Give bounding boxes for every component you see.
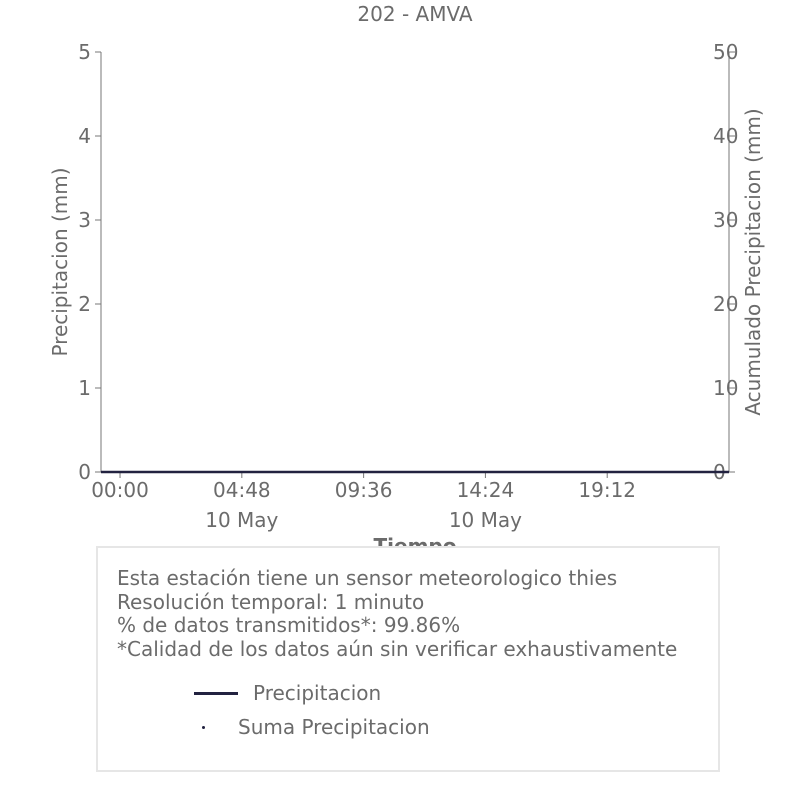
legend-label-suma: Suma Precipitacion bbox=[238, 715, 430, 739]
y-tick-label: 2 bbox=[78, 292, 91, 316]
y-tick-label: 5 bbox=[78, 40, 91, 64]
x-tick-label: 09:36 bbox=[334, 478, 393, 502]
station-info-box bbox=[96, 546, 720, 772]
y2-tick-label: 20 bbox=[713, 292, 739, 316]
x-tick-date-label: 10 May bbox=[205, 508, 279, 532]
legend-item-precipitacion bbox=[194, 681, 381, 705]
legend-line-marker bbox=[194, 692, 238, 695]
legend-label-precipitacion: Precipitacion bbox=[253, 681, 382, 705]
x-tick-label: 19:12 bbox=[578, 478, 637, 502]
y-tick-label: 0 bbox=[78, 460, 91, 484]
info-line-transmitted: % de datos transmitidos*: 99.86% bbox=[117, 613, 461, 637]
legend-item-suma bbox=[194, 715, 430, 739]
x-axis-ticks bbox=[91, 472, 636, 532]
chart-legend bbox=[98, 548, 718, 770]
y2-axis-ticks bbox=[713, 40, 738, 484]
y2-tick-label: 0 bbox=[713, 460, 726, 484]
y-tick-label: 3 bbox=[78, 208, 91, 232]
y-tick-label: 4 bbox=[78, 124, 91, 148]
x-tick-label: 14:24 bbox=[456, 478, 515, 502]
x-tick-date-label: 10 May bbox=[448, 508, 522, 532]
info-line-quality: *Calidad de los datos aún sin verificar exhaustivamente bbox=[117, 636, 678, 661]
y-axis-ticks bbox=[78, 40, 101, 484]
x-tick-label: 04:48 bbox=[213, 478, 271, 502]
info-line-resolution: Resolución temporal: 1 minuto bbox=[117, 589, 425, 614]
y2-tick-label: 40 bbox=[713, 124, 739, 148]
y2-tick-label: 10 bbox=[713, 376, 739, 400]
info-line-sensor: Esta estación tiene un sensor meteorologico thies bbox=[117, 566, 618, 590]
y2-axis-label: Acumulado Precipitacion (mm) bbox=[741, 108, 765, 416]
y-tick-label: 1 bbox=[78, 376, 91, 400]
legend-dot-marker bbox=[202, 726, 205, 729]
x-tick-label: 00:00 bbox=[91, 478, 149, 502]
y-axis-label: Precipitacion (mm) bbox=[48, 167, 72, 357]
y2-tick-label: 30 bbox=[713, 208, 739, 232]
chart-title: 202 - AMVA bbox=[357, 2, 473, 26]
y2-tick-label: 50 bbox=[713, 40, 739, 64]
